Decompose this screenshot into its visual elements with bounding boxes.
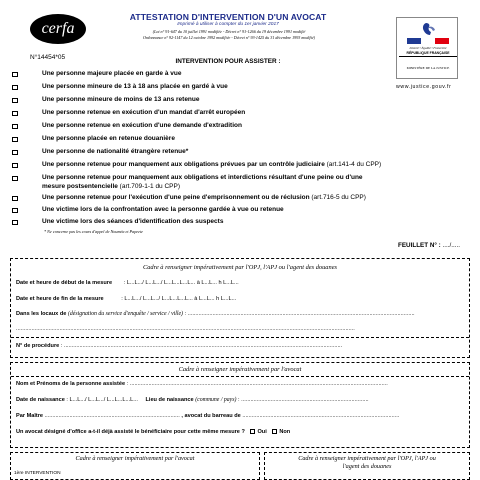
option-label: Une personne de nationalité étrangère retenue* [42,148,189,155]
opj-heading-line-2: l'agent des douanes [342,463,392,470]
option-checkbox[interactable] [12,98,18,104]
opj-heading-line-1: Cadre à renseigner impérativement par l'OPJ, l'APJ ou [298,455,436,462]
option-article-ref: (art.716-5 du CPP) [309,194,366,201]
option-label: Une personne retenue en exécution d'une demande d'extradition [42,122,242,129]
republic-motto: Liberté • Égalité • Fraternité [409,46,447,50]
option-label: Une personne retenue pour manquement aux obligations et interdictions résultant d'une peine ou d'une [42,174,363,181]
page-title: ATTESTATION D'INTERVENTION D'UN AVOCAT [129,12,327,22]
birth-field[interactable] [16,397,369,403]
option-checkbox[interactable] [12,150,18,156]
option-label: Une personne retenue en exécution d'un mandat d'arrêt européen [42,109,246,116]
procedure-number-dots: : ................................................................................................................................................................................... [60,343,343,349]
ministry-label: MINISTÈRE DE LA JUSTICE [406,66,450,70]
start-datetime-value: : L...L.../ L...L.../ L...L...L...L... à L...L... h L...L... [123,280,239,286]
dotted-line: .......................................................................................................................................................................................................................... [16,326,355,332]
option-label: Une personne retenue pour manquement aux obligations prévues par un contrôle judiciaire [42,161,325,168]
option-checkbox[interactable] [12,124,18,130]
option-checkbox[interactable] [12,163,18,169]
end-datetime-field[interactable] [16,296,236,302]
option-label-continued: mesure postsentencielle [42,182,118,190]
premises-field[interactable] [16,311,415,317]
procedure-number-field[interactable] [16,343,342,349]
website-url: www.justice.gouv.fr [396,84,452,90]
assisted-person-name-label: Nom et Prénoms de la personne assistée [16,381,126,387]
opj-intervention-heading [265,455,469,471]
lawyer-name-label: Par Maître [16,413,44,419]
lawyer-intervention-section [10,452,260,480]
prior-assistance-question [16,429,290,435]
start-datetime-field[interactable] [16,280,239,286]
premises-hint: (désignation du service d'enquête / service / ville) [67,311,183,317]
birth-date-value: : L...L.../ L...L.../ L...L...L...L... [66,397,138,403]
procedure-number-label: N° de procédure [16,343,60,349]
option-label: Une personne retenue pour l'exécution d'une peine d'emprisonnement ou de réclusion [42,194,310,201]
feuillet-label: FEUILLET N° : [398,242,441,249]
page-subtitle: Imprimé à utiliser à compter du 1er janvier 2017 [177,22,279,27]
cerfa-logo: cerfa [30,14,86,44]
law-reference-2: Ordonnance n° 92-1147 du 12 octobre 1992 modifiée - Décret n° 93-1425 du 31 décembre 1993 modifié) [143,35,315,40]
option-article-ref: (art.709-1-1 du CPP) [117,182,181,190]
tricolor-flag [407,38,449,44]
option-article-ref: (art.141-4 du CPP) [324,161,382,168]
lawyer-name-field[interactable] [16,413,399,419]
end-datetime-value: : L...L.../ L...L.../ L...L...L...L... à L...L... h L...L... [121,296,237,302]
law-reference-1: (Loi n° 91-647 du 10 juillet 1991 modifiée - Décret n° 91-1266 du 19 décembre 1991 modifié [152,29,306,34]
divider [11,337,469,338]
option-checkbox[interactable] [12,220,18,226]
lawyer-section-heading: Cadre à renseigner impérativement par l'avocat [178,366,302,373]
first-intervention-label: 1ère INTERVENTION [14,471,61,476]
option-label: Une personne mineure de moins de 13 ans retenue [42,96,200,103]
no-checkbox[interactable] [272,429,277,434]
birth-date-label: Date de naissance [16,397,65,403]
prior-assistance-label: Un avocat désigné d'office a-t-il déjà assisté le bénéficiaire pour cette même mesure ? [16,429,245,435]
form-number: N°14454*05 [30,54,66,61]
marianne-icon [420,22,436,36]
feuillet-number [398,242,460,249]
premises-label: Dans les locaux de [16,311,67,317]
divider [11,376,469,377]
opj-section-heading: Cadre à renseigner impérativement par l'OPJ, l'APJ ou l'agent des douanes [142,264,338,271]
birth-place-label: Lieu de naissance [145,397,194,403]
option-checkbox[interactable] [12,85,18,91]
option-checkbox[interactable] [12,137,18,143]
birth-place-dots: : .................................................................................. [238,397,369,403]
option-label: Une victime lors des séances d'identification des suspects [42,218,224,225]
lawyer-intervention-heading: Cadre à renseigner impérativement par l'avocat [75,455,195,462]
option-label: Une personne placée en retenue douanière [42,135,175,142]
option-label: Une victime lors de la confrontation avec la personne gardée à vue ou retenue [42,206,284,213]
footnote: * Ne concerne pas les cours d'appel de Nouméa et Papeete [44,229,144,234]
option-checkbox[interactable] [12,111,18,117]
assisted-person-name-field[interactable] [16,381,388,387]
yes-checkbox[interactable] [250,429,255,434]
option-checkbox[interactable] [12,196,18,202]
opj-intervention-section [264,452,470,480]
start-datetime-label: Date et heure de début de la mesure [16,280,113,286]
bar-dots: ..................................................................................................... [242,413,400,419]
lawyer-section [10,362,470,448]
birth-place-hint: (commune / pays) [195,397,237,403]
yes-label: Oui [257,429,267,435]
option-checkbox[interactable] [12,176,18,182]
premises-dots: : .................................................................................................................................................. [184,311,415,317]
no-label: Non [279,429,291,435]
option-label: Une personne majeure placée en garde à vue [42,70,182,77]
option-checkbox[interactable] [12,72,18,78]
end-datetime-label: Date et heure de fin de la mesure [16,296,104,302]
option-label: Une personne mineure de 13 à 18 ans placée en gardé à vue [42,83,228,90]
feuillet-field[interactable]: ..../..... [442,242,460,249]
premises-continuation-line[interactable] [16,326,355,332]
section-title: INTERVENTION POUR ASSISTER : [175,58,281,65]
option-checkbox[interactable] [12,208,18,214]
opj-section [10,258,470,358]
assisted-person-name-dots: : ...................................................................................................................................................................... [126,381,388,387]
bar-label: , avocat du barreau de [181,413,241,419]
lawyer-name-dots: ....................................................................................... [44,413,180,419]
republic-label: RÉPUBLIQUE FRANÇAISE [399,51,457,57]
